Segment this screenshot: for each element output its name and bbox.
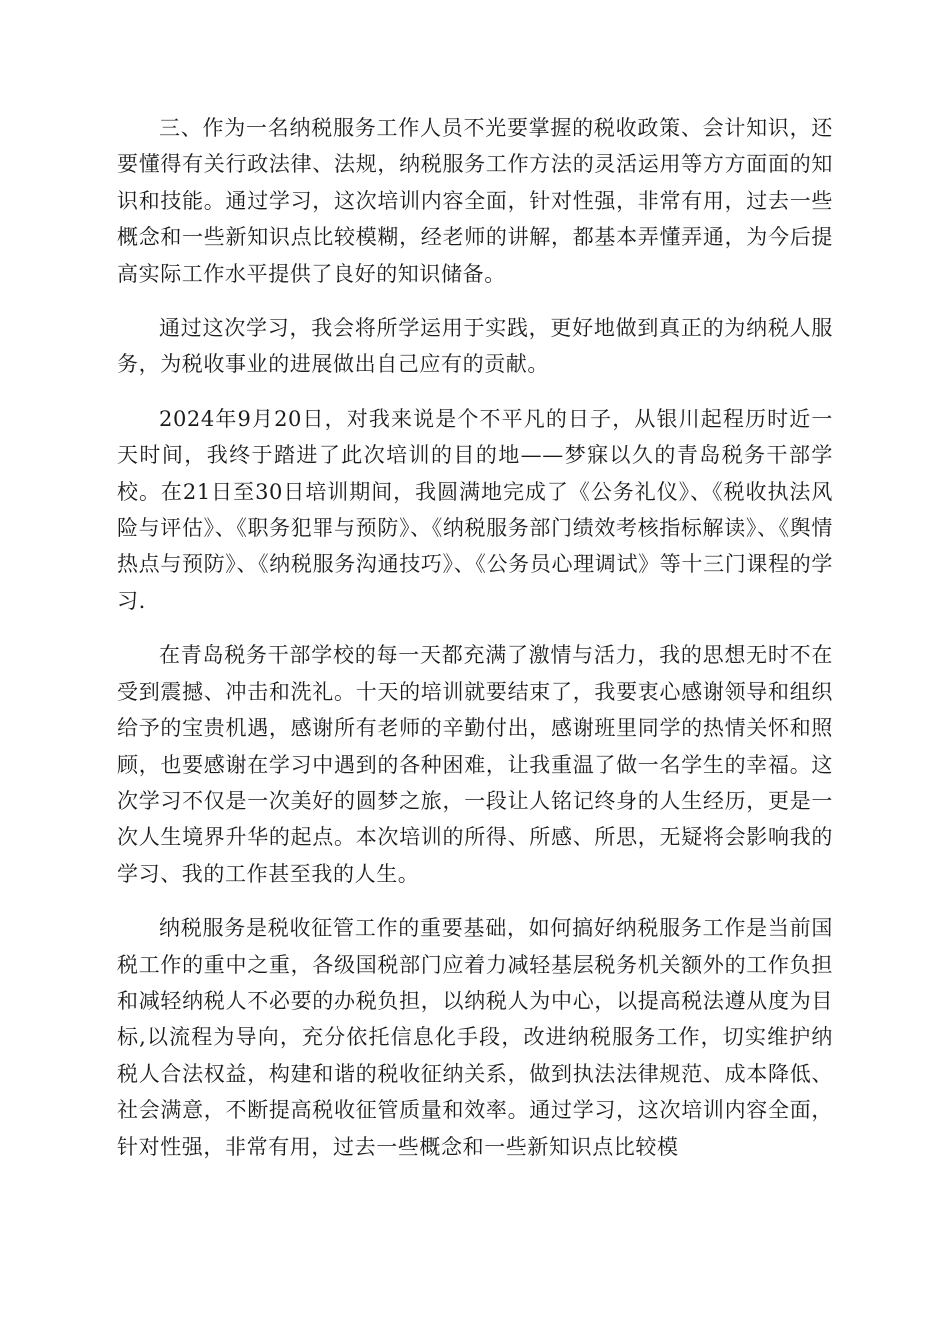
paragraph-training-schedule: 2024年9月20日，对我来说是个不平凡的日子，从银川起程历时近一天时间，我终于踏进了此次培训的目的地——梦寐以久的青岛税务干部学校。在21日至30日培训期间，我圆满地完成了《公务礼仪》、《税收执法风险与评估》、《职务犯罪与预防》、《纳税服务部门绩效考核指标解读》、《舆情热点与预防》、《纳税服务沟通技巧》、《公务员心理调试》等十三门课程的学习. xyxy=(117,406,833,613)
paragraph-training-knowledge: 三、作为一名纳税服务工作人员不光要掌握的税收政策、会计知识，还要懂得有关行政法律、法规，纳税服务工作方法的灵活运用等方方面面的知识和技能。通过学习，这次培训内容全面，针对性强，非常有用，过去一些概念和一些新知识点比较模糊，经老师的讲解，都基本弄懂弄通，为今后提高实际工作水平提供了良好的知识储备。 xyxy=(117,116,833,286)
document-body xyxy=(117,110,833,1183)
paragraph-tax-service-importance: 纳税服务是税收征管工作的重要基础，如何搞好纳税服务工作是当前国税工作的重中之重，各级国税部门应着力减轻基层税务机关额外的工作负担和减轻纳税人不必要的办税负担，以纳税人为中心，以提高税法遵从度为目标,以流程为导向，充分依托信息化手段，改进纳税服务工作，切实维护纳税人合法权益，构建和谐的税收征纳关系，做到执法法律规范、成本降低、社会满意，不断提高税收征管质量和效率。通过学习，这次培训内容全面，针对性强，非常有用，过去一些概念和一些新知识点比较模 xyxy=(117,916,833,1159)
paragraph-practice-commitment: 通过这次学习，我会将所学运用于实践，更好地做到真正的为纳税人服务，为税收事业的进展做出自己应有的贡献。 xyxy=(117,316,833,377)
paragraph-gratitude: 在青岛税务干部学校的每一天都充满了激情与活力，我的思想无时不在受到震撼、冲击和洗礼。十天的培训就要结束了，我要衷心感谢领导和组织给予的宝贵机遇，感谢所有老师的辛勤付出，感谢班里同学的热情关怀和照顾，也要感谢在学习中遇到的各种困难，让我重温了做一名学生的幸福。这次学习不仅是一次美好的圆梦之旅，一段让人铭记终身的人生经历，更是一次人生境界升华的起点。本次培训的所得、所感、所思，无疑将会影响我的学习、我的工作甚至我的人生。 xyxy=(117,643,833,886)
